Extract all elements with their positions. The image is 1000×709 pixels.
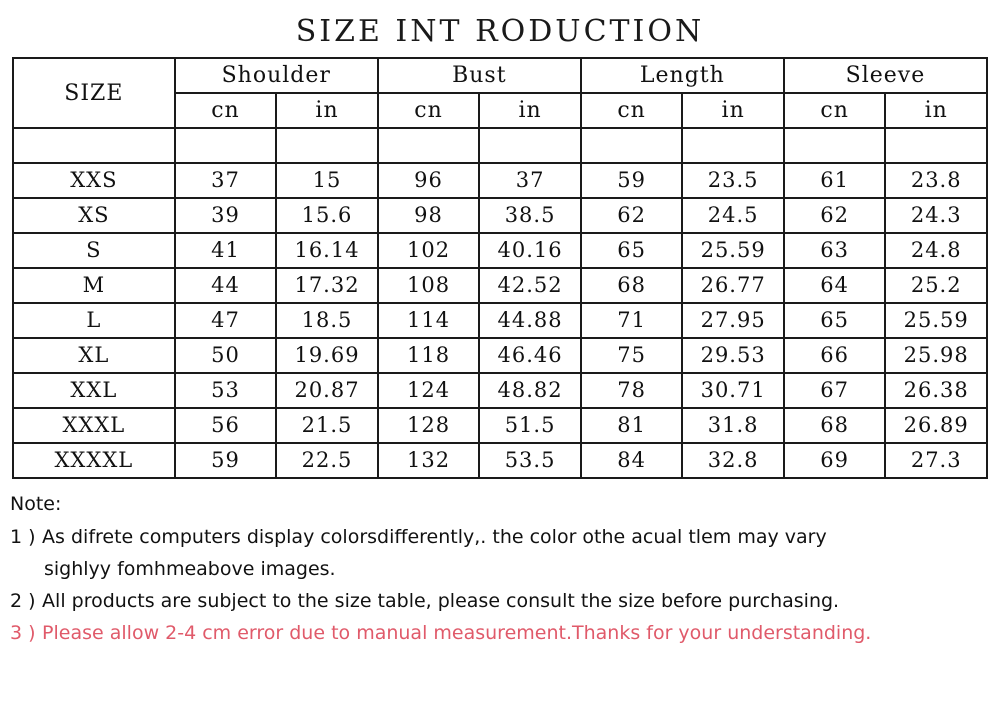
spacer-cell [378,128,480,163]
column-unit-shoulder-in: in [276,93,378,128]
cell-size: XS [13,198,175,233]
cell-value: 47 [175,303,277,338]
cell-value: 42.52 [479,268,581,303]
notes-heading: Note: [10,493,62,515]
cell-value: 66 [784,338,886,373]
cell-size: XXS [13,163,175,198]
cell-value: 65 [784,303,886,338]
cell-value: 27.3 [885,443,987,478]
cell-value: 22.5 [276,443,378,478]
cell-value: 23.8 [885,163,987,198]
cell-value: 38.5 [479,198,581,233]
cell-value: 16.14 [276,233,378,268]
note-item-1-continuation: sighlyy fomhmeabove images. [44,558,336,580]
cell-value: 31.8 [682,408,784,443]
cell-size: XXXXL [13,443,175,478]
cell-size: XXXL [13,408,175,443]
column-unit-sleeve-cn: cn [784,93,886,128]
column-unit-sleeve-in: in [885,93,987,128]
cell-value: 124 [378,373,480,408]
table-row [13,373,987,408]
note-text-1: As difrete computers display colorsdifferently,. the color othe acual tlem may vary [42,526,827,548]
cell-value: 98 [378,198,480,233]
page-title: SIZE INT RODUCTION [295,14,705,49]
column-header-size: SIZE [13,58,175,128]
column-unit-bust-in: in [479,93,581,128]
table-row [13,338,987,373]
column-group-length: Length [581,58,784,93]
cell-value: 51.5 [479,408,581,443]
cell-value: 19.69 [276,338,378,373]
cell-value: 15 [276,163,378,198]
cell-value: 108 [378,268,480,303]
spacer-cell [175,128,277,163]
cell-value: 20.87 [276,373,378,408]
cell-value: 81 [581,408,683,443]
cell-value: 84 [581,443,683,478]
note-item-2 [10,592,990,611]
cell-size: M [13,268,175,303]
note-number-2: 2 ) [10,590,36,612]
cell-value: 68 [581,268,683,303]
cell-value: 44.88 [479,303,581,338]
cell-value: 37 [479,163,581,198]
cell-value: 59 [581,163,683,198]
cell-value: 41 [175,233,277,268]
column-group-sleeve: Sleeve [784,58,987,93]
cell-value: 62 [581,198,683,233]
spacer-cell [784,128,886,163]
column-unit-length-in: in [682,93,784,128]
cell-size: S [13,233,175,268]
cell-value: 17.32 [276,268,378,303]
cell-value: 132 [378,443,480,478]
table-header [13,58,987,128]
cell-value: 25.59 [885,303,987,338]
cell-value: 21.5 [276,408,378,443]
cell-size: XL [13,338,175,373]
cell-value: 27.95 [682,303,784,338]
cell-value: 102 [378,233,480,268]
spacer-cell [885,128,987,163]
cell-value: 96 [378,163,480,198]
table-row [13,163,987,198]
table-row [13,233,987,268]
cell-value: 39 [175,198,277,233]
cell-value: 25.2 [885,268,987,303]
size-table [12,57,988,479]
spacer-cell [13,128,175,163]
cell-value: 50 [175,338,277,373]
cell-value: 25.98 [885,338,987,373]
cell-value: 24.5 [682,198,784,233]
cell-value: 67 [784,373,886,408]
cell-value: 15.6 [276,198,378,233]
cell-value: 75 [581,338,683,373]
table-header-row-groups [13,58,987,93]
table-row [13,443,987,478]
cell-value: 30.71 [682,373,784,408]
cell-value: 62 [784,198,886,233]
cell-value: 26.38 [885,373,987,408]
table-row [13,198,987,233]
note-number-1: 1 ) [10,526,36,548]
note-text-3: Please allow 2-4 cm error due to manual measurement.Thanks for your understanding. [42,622,872,644]
cell-value: 61 [784,163,886,198]
table-row [13,268,987,303]
column-group-bust: Bust [378,58,581,93]
note-item-1 [10,528,990,547]
cell-value: 71 [581,303,683,338]
column-unit-length-cn: cn [581,93,683,128]
notes-section [10,495,990,643]
cell-value: 118 [378,338,480,373]
note-number-3: 3 ) [10,622,36,644]
cell-value: 59 [175,443,277,478]
cell-value: 114 [378,303,480,338]
spacer-cell [276,128,378,163]
cell-value: 25.59 [682,233,784,268]
cell-value: 56 [175,408,277,443]
column-group-shoulder: Shoulder [175,58,378,93]
table-spacer-row [13,128,987,163]
cell-value: 69 [784,443,886,478]
note-text-2: All products are subject to the size table, please consult the size before purchasing. [42,590,840,612]
cell-value: 37 [175,163,277,198]
cell-value: 24.3 [885,198,987,233]
spacer-cell [682,128,784,163]
cell-value: 128 [378,408,480,443]
cell-value: 44 [175,268,277,303]
cell-value: 78 [581,373,683,408]
table-row [13,408,987,443]
cell-value: 29.53 [682,338,784,373]
cell-value: 32.8 [682,443,784,478]
spacer-cell [581,128,683,163]
cell-size: XXL [13,373,175,408]
cell-value: 26.77 [682,268,784,303]
cell-value: 48.82 [479,373,581,408]
column-unit-shoulder-cn: cn [175,93,277,128]
cell-value: 26.89 [885,408,987,443]
cell-value: 46.46 [479,338,581,373]
note-item-3 [10,624,990,643]
cell-value: 53.5 [479,443,581,478]
cell-value: 65 [581,233,683,268]
cell-value: 23.5 [682,163,784,198]
table-row [13,303,987,338]
cell-value: 68 [784,408,886,443]
cell-value: 53 [175,373,277,408]
table-body [13,128,987,478]
cell-value: 18.5 [276,303,378,338]
cell-size: L [13,303,175,338]
spacer-cell [479,128,581,163]
cell-value: 24.8 [885,233,987,268]
cell-value: 40.16 [479,233,581,268]
column-unit-bust-cn: cn [378,93,480,128]
cell-value: 63 [784,233,886,268]
cell-value: 64 [784,268,886,303]
